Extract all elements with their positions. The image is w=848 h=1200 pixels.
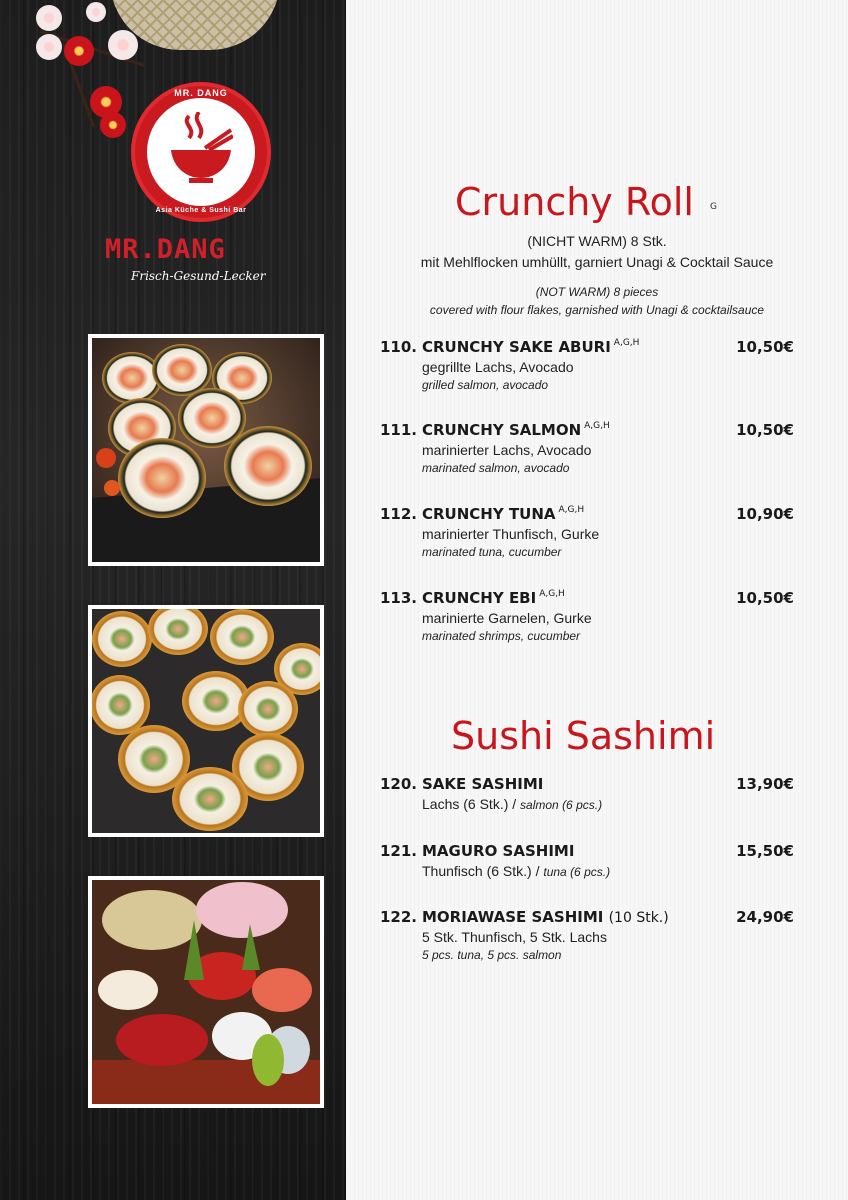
item-number: 110. — [380, 338, 418, 356]
item-name: CRUNCHY SALMON $^{A,G,H}$ — [422, 421, 610, 439]
logo-bottom-text: Asia Küche & Sushi Bar — [155, 207, 247, 214]
item-allergens: A,G,H — [584, 421, 610, 431]
brand-tagline: Frisch-Gesund-Lecker — [131, 269, 266, 283]
crunchy-intro-de-line1: (NICHT WARM) 8 Stk. — [527, 233, 667, 249]
crunchy-roll-allergen: G — [710, 202, 717, 212]
item-name: MAGURO SASHIMI — [422, 842, 575, 860]
white-blossom-icon — [108, 30, 138, 60]
item-price: 15,50€ — [736, 842, 794, 860]
sashimi-platter-photo — [88, 876, 324, 1108]
item-price: 10,90€ — [736, 505, 794, 523]
item-description-de: marinierter Thunfisch, Gurke — [422, 526, 600, 542]
item-number: 111. — [380, 421, 418, 439]
white-blossom-icon — [36, 34, 62, 60]
red-blossom-icon — [100, 112, 126, 138]
white-blossom-icon — [86, 2, 106, 22]
item-number: 120. — [380, 775, 418, 793]
item-number: 113. — [380, 589, 418, 607]
item-description-de: 5 Stk. Thunfisch, 5 Stk. Lachs — [422, 929, 607, 945]
item-description-en: marinated shrimps, cucumber — [422, 629, 581, 643]
crunchy-intro-en-line1: (NOT WARM) 8 pieces — [535, 285, 659, 299]
fried-roll-photo — [88, 605, 324, 837]
item-name: SAKE SASHIMI — [422, 775, 544, 793]
left-decor-panel — [0, 0, 346, 1200]
item-price: 13,90€ — [736, 775, 794, 793]
item-description-en: marinated salmon, avocado — [422, 461, 570, 475]
item-price: 24,90€ — [736, 908, 794, 926]
sushi-sashimi-title: Sushi Sashimi — [451, 714, 716, 758]
item-description: Lachs (6 Stk.) / salmon (6 pcs.) — [422, 796, 603, 812]
crunchy-roll-photo — [88, 334, 324, 566]
item-allergens: A,G,H — [539, 589, 565, 599]
item-name: CRUNCHY SAKE ABURI $^{A,G,H}$ — [422, 338, 640, 356]
item-price: 10,50€ — [736, 421, 794, 439]
item-allergens: A,G,H — [558, 505, 585, 515]
item-name: CRUNCHY EBI $^{A,G,H}$ — [422, 589, 565, 607]
item-description-de: gegrillte Lachs, Avocado — [422, 359, 574, 375]
item-name: CRUNCHY TUNA $^{A,G,H}$ — [422, 505, 585, 523]
item-number: 122. — [380, 908, 418, 926]
item-price: 10,50€ — [736, 338, 794, 356]
logo-top-text: MR. DANG — [174, 88, 228, 98]
item-number: 112. — [380, 505, 418, 523]
item-description-en: marinated tuna, cucumber — [422, 545, 562, 559]
item-description-en: grilled salmon, avocado — [422, 378, 549, 392]
brand-name: MR.DANG — [105, 234, 226, 265]
item-description-de: marinierter Lachs, Avocado — [422, 442, 592, 458]
item-description-en: 5 pcs. tuna, 5 pcs. salmon — [422, 948, 562, 962]
crunchy-intro-de-line2: mit Mehlflocken umhüllt, garniert Unagi & Cocktail Sauce — [420, 254, 774, 270]
item-price: 10,50€ — [736, 589, 794, 607]
item-allergens: A,G,H — [613, 338, 640, 348]
white-blossom-icon — [36, 5, 62, 31]
item-name: MORIAWASE SASHIMI (10 Stk.) — [422, 908, 669, 926]
item-description: Thunfisch (6 Stk.) / tuna (6 pcs.) — [422, 863, 611, 879]
item-number: 121. — [380, 842, 418, 860]
restaurant-logo — [131, 82, 271, 222]
item-description-de: marinierte Garnelen, Gurke — [422, 610, 592, 626]
crunchy-roll-title: Crunchy Roll — [455, 180, 694, 224]
crunchy-intro-en-line2: covered with flour flakes, garnished with Unagi & cocktailsauce — [429, 303, 765, 317]
item-pieces: (10 Stk.) — [608, 910, 669, 926]
red-blossom-icon — [64, 36, 94, 66]
